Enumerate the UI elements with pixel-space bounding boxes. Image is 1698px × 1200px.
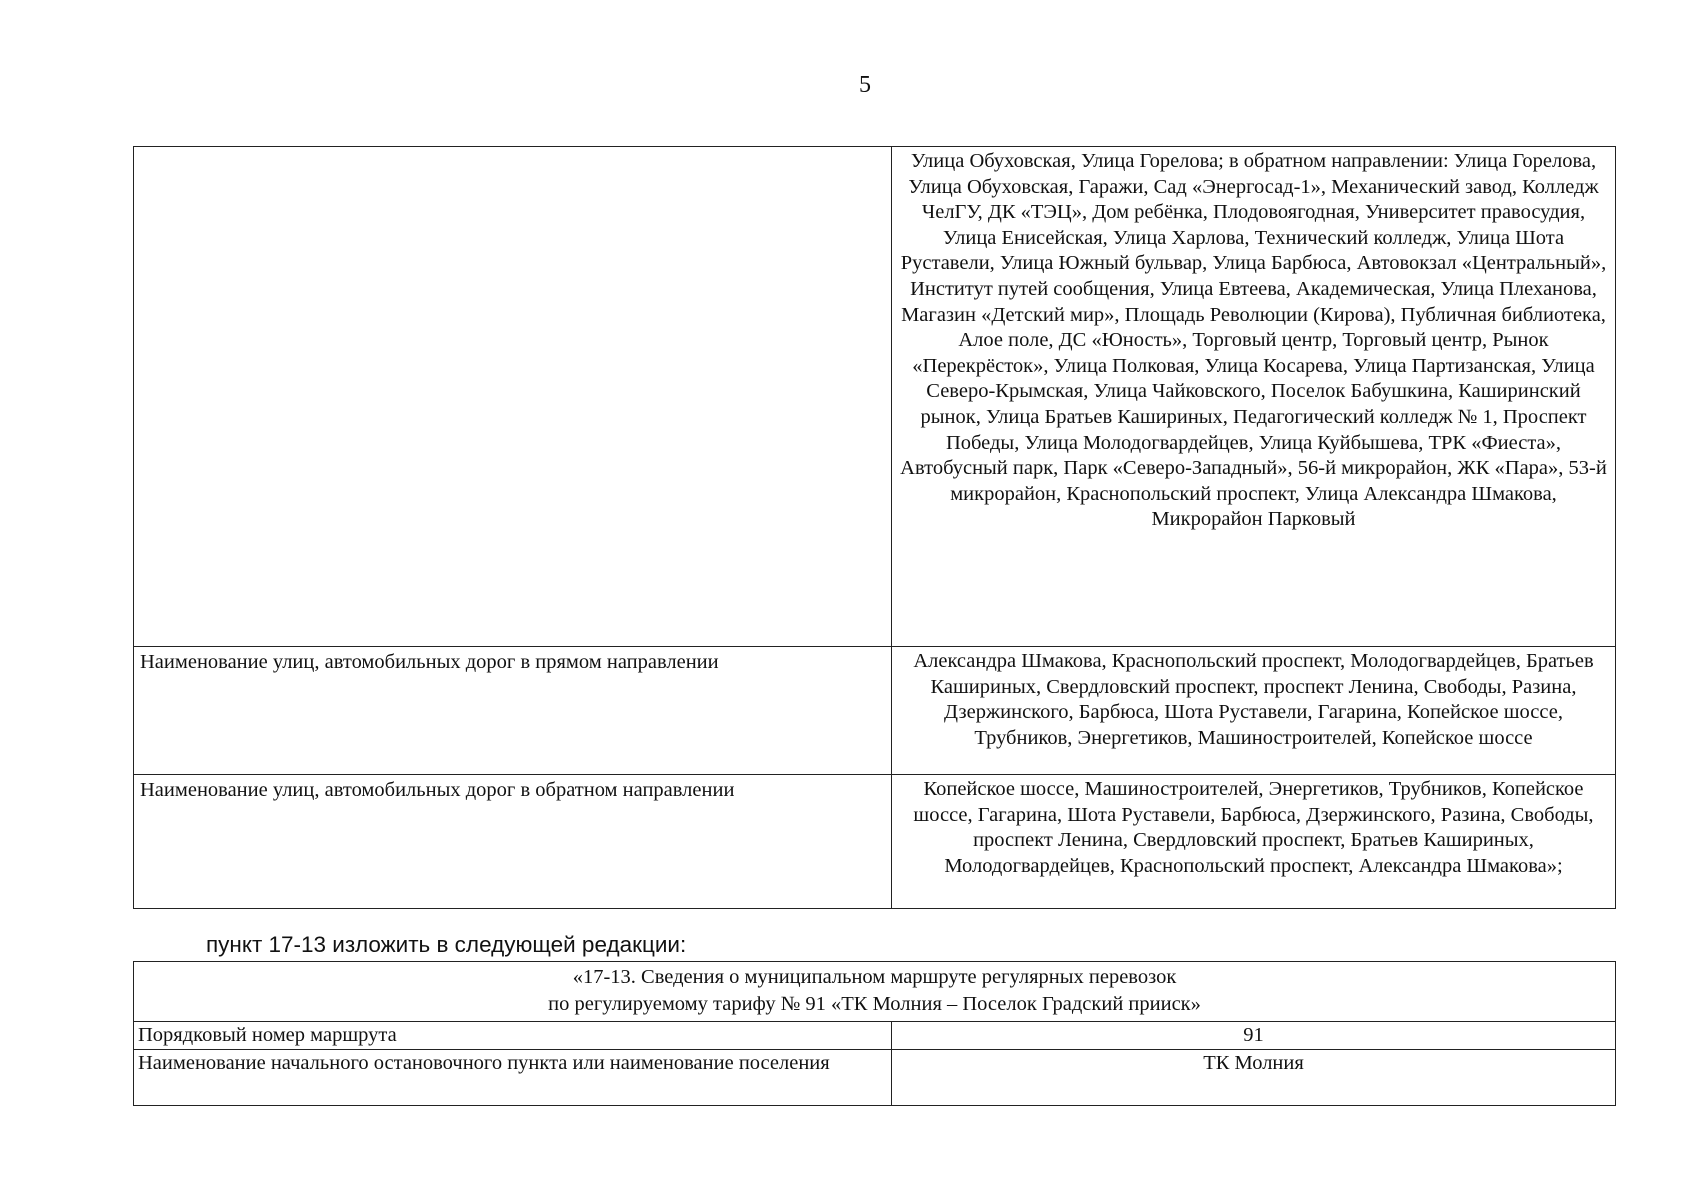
row-label: Наименование улиц, автомобильных дорог в прямом направлении [134, 647, 892, 775]
route-number-cell: 91 [892, 1022, 1616, 1050]
row-label: Порядковый номер маршрута [134, 1022, 892, 1050]
section-header-line1: «17-13. Сведения о муниципальном маршруте регулярных перевозок [572, 966, 1177, 988]
row-label [134, 147, 892, 647]
amendment-instruction: пункт 17-13 изложить в следующей редакции: [206, 932, 687, 957]
page-number: 5 [859, 72, 871, 98]
section-header-line2: по регулируемому тарифу № 91 «ТК Молния – Поселок Градский прииск» [548, 993, 1201, 1015]
row-label: Наименование начального остановочного пункта или наименование поселения [134, 1050, 892, 1106]
table-row [134, 147, 1616, 647]
start-stop-cell: ТК Молния [892, 1050, 1616, 1106]
forward-streets-cell: Александра Шмакова, Краснопольский проспект, Молодогвардейцев, Братьев Кашириных, Свердловский проспект, проспект Ленина, Свободы, Разина, Дзержинского, Барбюса, Шота Руставели, Гагарина, Копейское шоссе, Трубников, Энергетиков, Машиностроителей, Копейское шоссе [892, 647, 1616, 775]
reverse-streets-cell: Копейское шоссе, Машиностроителей, Энергетиков, Трубников, Копейское шоссе, Гагарина, Шота Руставели, Барбюса, Дзержинского, Разина, Свободы, проспект Ленина, Свердловский проспект, Братьев Кашириных, Молодогвардейцев, Краснопольский проспект, Александра Шмакова»; [892, 775, 1616, 909]
table-row [134, 1050, 1616, 1106]
table-row [134, 1022, 1616, 1050]
table-row [134, 775, 1616, 909]
table-header-row [134, 962, 1616, 1022]
row-label: Наименование улиц, автомобильных дорог в обратном направлении [134, 775, 892, 909]
section-header [134, 962, 1616, 1022]
route-17-13-table [133, 961, 1616, 1106]
route-details-table [133, 146, 1616, 909]
table-row [134, 647, 1616, 775]
stops-list-cell: Улица Обуховская, Улица Горелова; в обратном направлении: Улица Горелова, Улица Обуховская, Гаражи, Сад «Энергосад-1», Механический завод, Колледж ЧелГУ, ДК «ТЭЦ», Дом ребёнка, Плодовоягодная, Университет правосудия, Улица Енисейская, Улица Харлова, Технический колледж, Улица Шота Руставели, Улица Южный бульвар, Улица Барбюса, Автовокзал «Центральный», Институт путей сообщения, Улица Евтеева, Академическая, Улица Плеханова, Магазин «Детский мир», Площадь Революции (Кирова), Публичная библиотека, Алое поле, ДС «Юность», Торговый центр, Торговый центр, Рынок «Перекрёсток», Улица Полковая, Улица Косарева, Улица Партизанская, Улица Северо-Крымская, Улица Чайковского, Поселок Бабушкина, Каширинский рынок, Улица Братьев Кашириных, Педагогический колледж № 1, Проспект Победы, Улица Молодогвардейцев, Улица Куйбышева, ТРК «Фиеста», Автобусный парк, Парк «Северо-Западный», 56-й микрорайон, ЖК «Пара», 53-й микрорайон, Краснопольский проспект, Улица Александра Шмакова, Микрорайон Парковый [892, 147, 1616, 647]
